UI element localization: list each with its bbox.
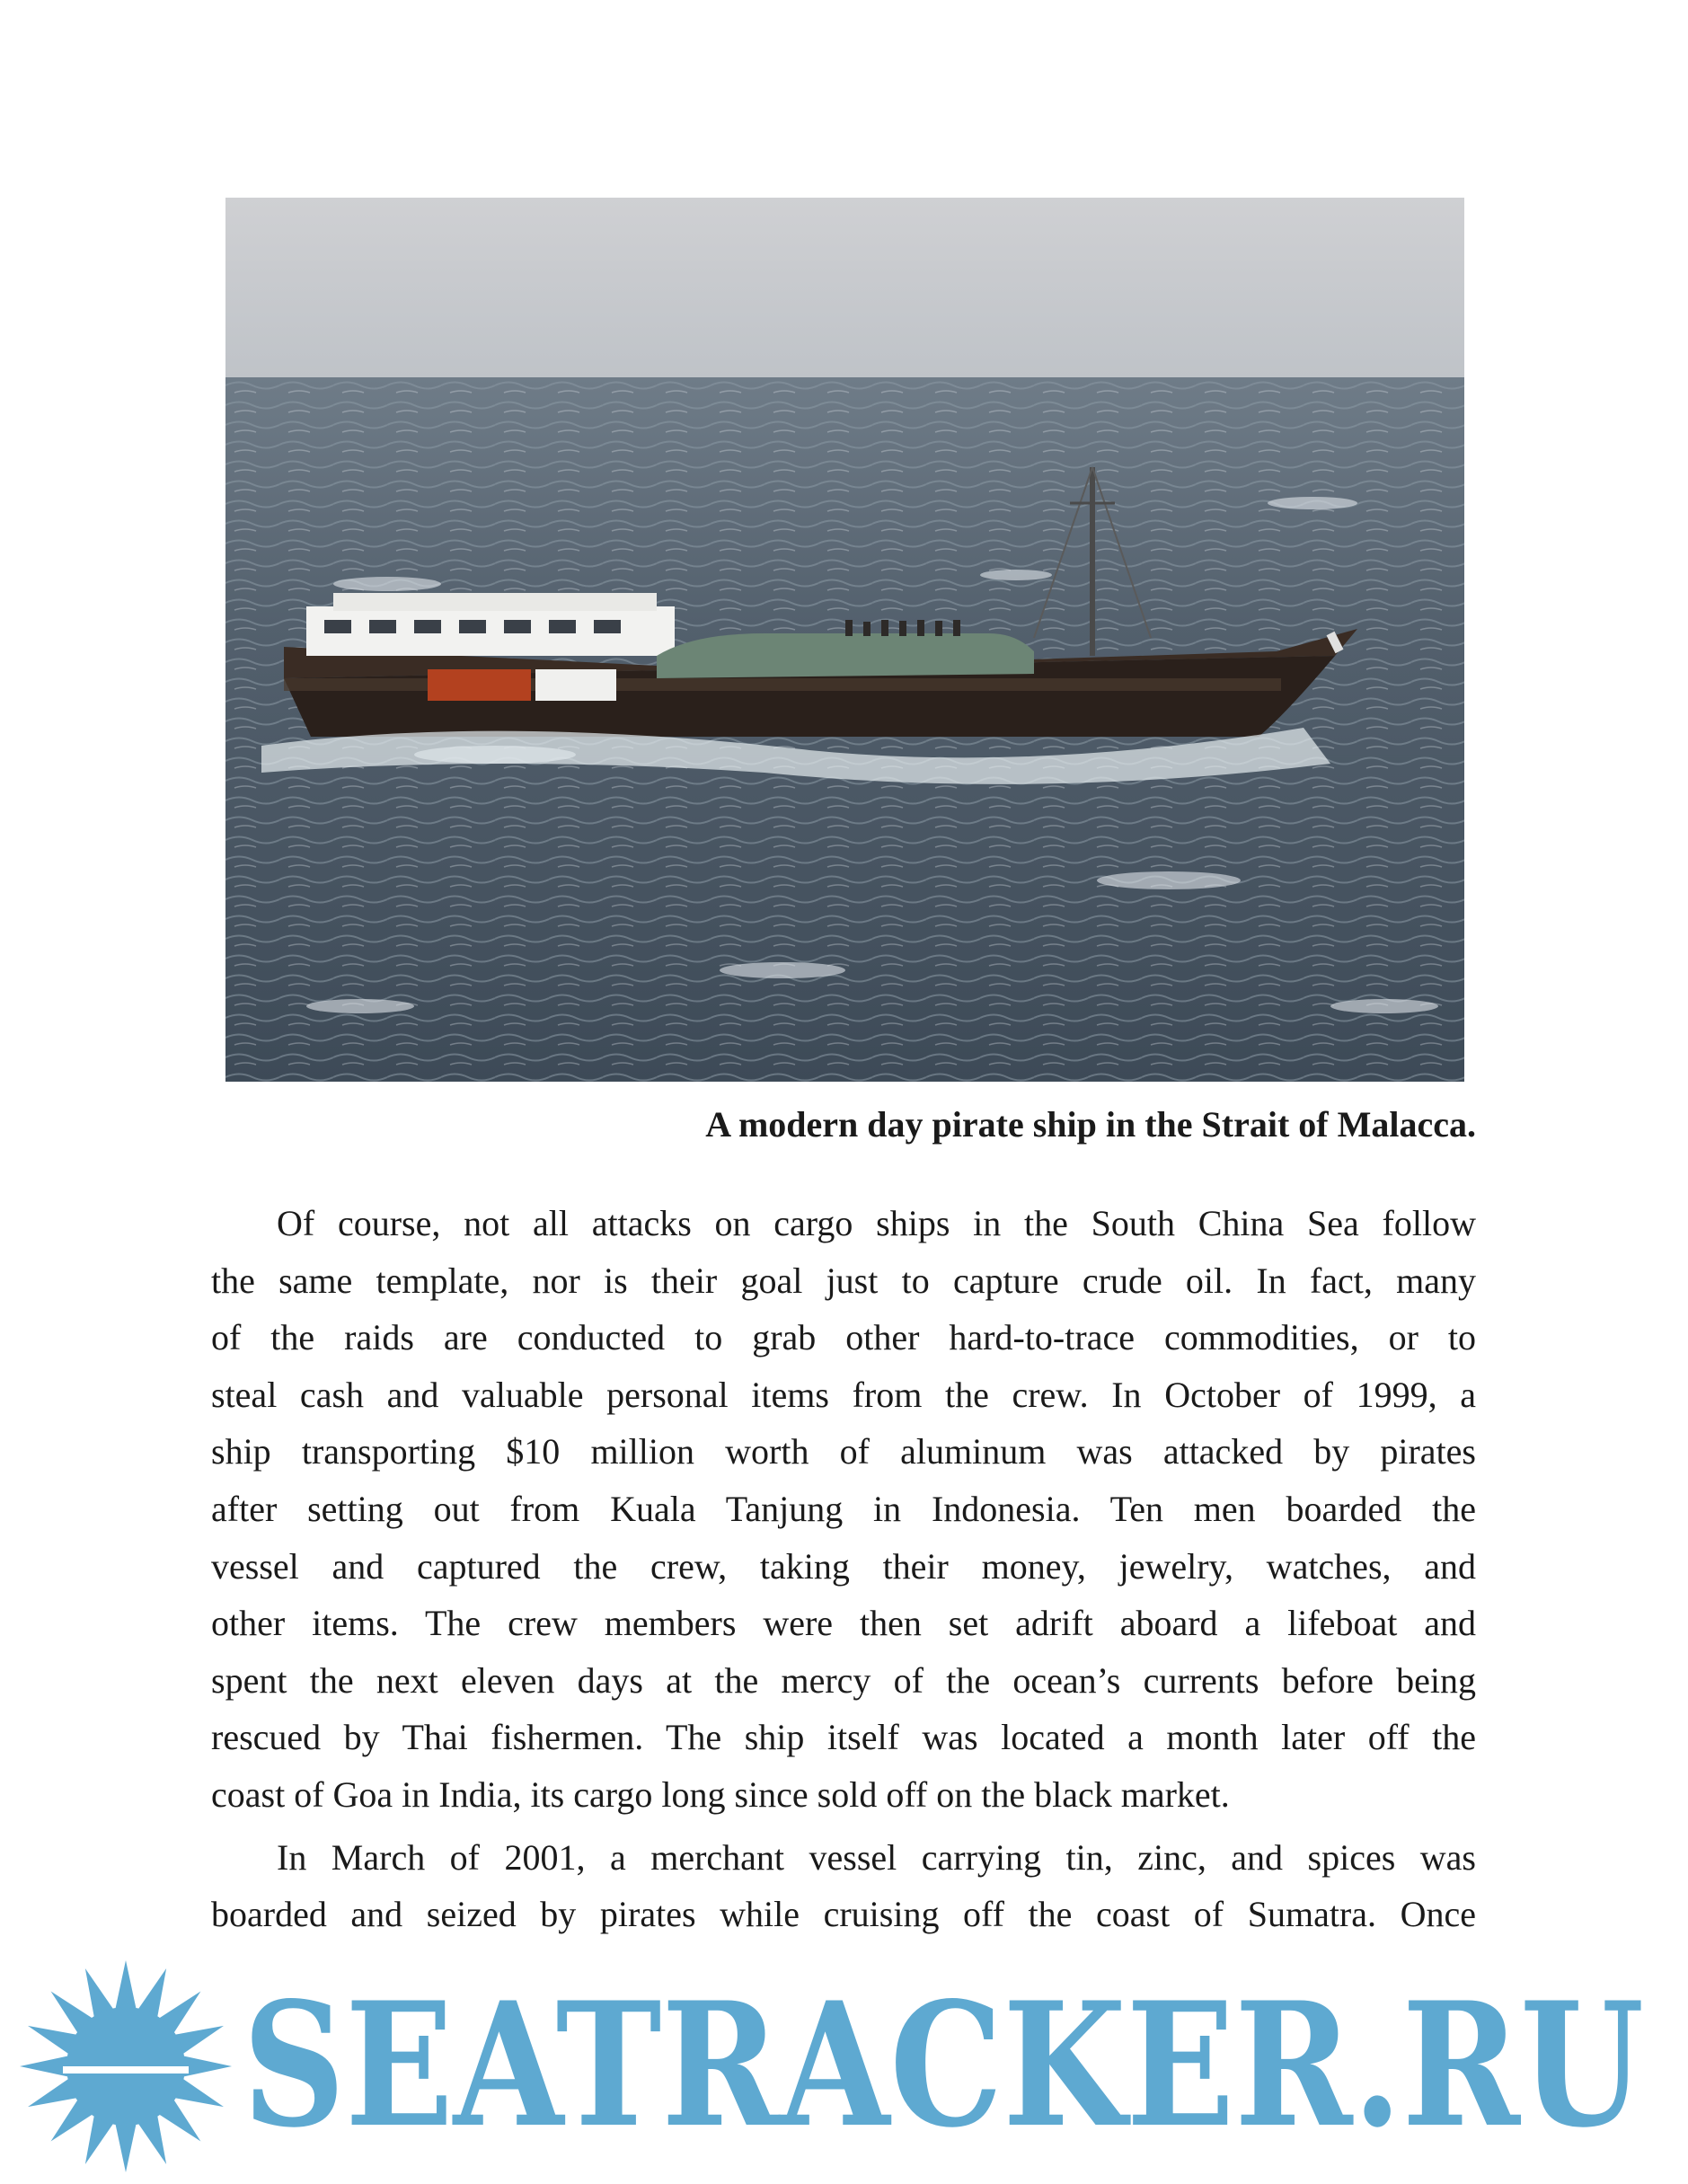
text-line: vessel and captured the crew, taking their money, jewelry, watches, and	[211, 1545, 1476, 1587]
sunburst-logo-icon	[20, 1960, 232, 2172]
photo-caption: A modern day pirate ship in the Strait of Malacca.	[705, 1104, 1476, 1145]
text-line: of the raids are conducted to grab other hard-to-trace commodities, or to	[211, 1317, 1476, 1358]
article-body	[211, 1195, 1476, 1943]
text-line: ship transporting $10 million worth of aluminum was attacked by pirates	[211, 1431, 1476, 1472]
text-line: Of course, not all attacks on cargo ships in the South China Sea follow	[277, 1203, 1476, 1243]
text-line: other items. The crew members were then set adrift aboard a lifeboat and	[211, 1603, 1476, 1644]
paragraph-2	[211, 1829, 1476, 1943]
text-line: In March of 2001, a merchant vessel carrying tin, zinc, and spices was	[277, 1836, 1476, 1878]
paragraph-1	[211, 1195, 1476, 1824]
text-line: coast of Goa in India, its cargo long since sold off on the black market.	[211, 1773, 1230, 1815]
text-line: spent the next eleven days at the mercy of the ocean’s currents before being	[211, 1659, 1476, 1701]
text-line: the same template, nor is their goal just to capture crude oil. In fact, many	[211, 1260, 1476, 1301]
seatracker-watermark	[0, 1932, 1688, 2184]
text-line: after setting out from Kuala Tanjung in Indonesia. Ten men boarded the	[211, 1488, 1476, 1529]
text-line: boarded and seized by pirates while cruising off the coast of Sumatra. Once	[211, 1894, 1476, 1935]
text-line: steal cash and valuable personal items from the crew. In October of 1999, a	[211, 1374, 1476, 1415]
watermark-text: SEATRACKER.RU	[243, 1965, 1644, 2165]
pirate-ship-photo	[225, 198, 1464, 1082]
text-line: rescued by Thai fishermen. The ship itself was located a month later off the	[211, 1717, 1476, 1758]
